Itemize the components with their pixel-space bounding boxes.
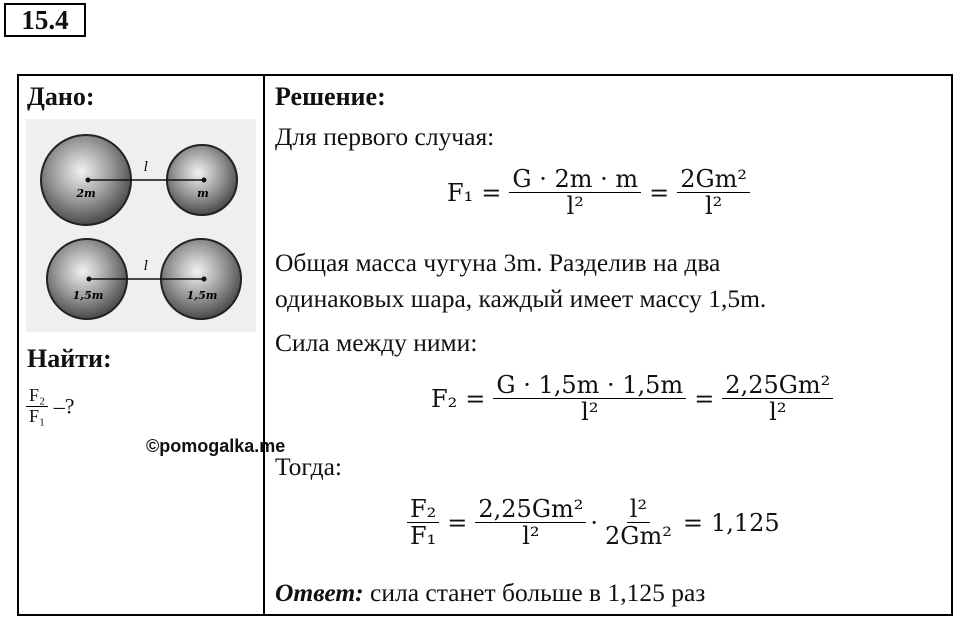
label-2m: 2m	[76, 187, 96, 200]
label-1-5m-right: 1,5m	[186, 289, 218, 302]
eq3-lhs-num: F₂	[407, 496, 439, 523]
find-expression	[26, 386, 75, 427]
find-suffix: –?	[53, 393, 75, 419]
distance-label-bottom: l	[143, 259, 149, 274]
eq2-lhs: F₂	[431, 384, 458, 413]
eq3-frac1-num: 2,25Gm²	[475, 496, 586, 523]
eq1-frac2-num: 2Gm²	[677, 166, 750, 193]
eq2-frac2-num: 2,25Gm²	[722, 372, 833, 399]
distance-label-top: l	[143, 160, 149, 175]
spheres-diagram	[26, 119, 256, 332]
given-label: Дано:	[27, 82, 95, 111]
eq1-frac1-num: G · 2m · m	[509, 166, 641, 193]
watermark: ©pomogalka.me	[146, 436, 286, 456]
equation-1: F₁ = $\frac{G \cdot 2m \cdot m}{\text{l²}}$ = $\frac{\text{2Gm²}}{\text{l²}}$	[447, 166, 750, 220]
eq2-frac1-den: l²	[581, 398, 599, 427]
text-line-2: одинаковых шара, каждый имеет массу 1,5m.	[275, 284, 767, 313]
eq1-frac1-den: l²	[566, 192, 584, 221]
eq3-lhs-den: F₁	[410, 522, 437, 551]
find-label: Найти:	[27, 344, 112, 373]
find-denominator: F₁	[29, 405, 46, 426]
answer-text: сила станет больше в 1,125 раз	[370, 578, 706, 607]
find-numerator: F₂	[26, 386, 48, 407]
solution-table	[17, 74, 953, 616]
spheres-figure	[26, 119, 256, 332]
eq2-frac1-num: G · 1,5m · 1,5m	[493, 372, 686, 399]
case1-intro: Для первого случая:	[275, 122, 495, 151]
eq1-frac2-den: l²	[705, 192, 723, 221]
eq3-frac2-den: 2Gm²	[605, 522, 672, 551]
label-1-5m-left: 1,5m	[72, 289, 104, 302]
problem-number: 15.4	[4, 3, 86, 37]
solution-label: Решение:	[275, 82, 386, 111]
answer-label: Ответ:	[275, 578, 364, 607]
force-intro: Сила между ними:	[275, 328, 478, 357]
eq1-lhs: F₁	[447, 178, 474, 207]
label-m: m	[197, 187, 209, 200]
eq3-frac1-den: l²	[522, 522, 540, 551]
equation-2: F₂ = $\frac{G \cdot 1,5m \cdot 1,5m}{\text{l²}}$ = $\frac{\text{2,25Gm²}}{\text{l²}}$	[431, 372, 833, 426]
equation-3: $\frac{\text{F₂}}{\text{F₁}}$ = $\frac{\text{2,25Gm²}}{\text{l²}}$ · $\frac{\text{l²}}{\text{2Gm²}}$ = 1,125	[407, 496, 780, 550]
eq3-frac2-num: l²	[627, 496, 650, 523]
eq2-frac2-den: l²	[769, 398, 787, 427]
then-label: Тогда:	[275, 452, 342, 481]
column-divider	[263, 76, 265, 614]
answer-line	[275, 578, 705, 608]
text-line-1: Общая масса чугуна 3m. Разделив на два	[275, 248, 721, 277]
eq3-result: 1,125	[710, 508, 780, 537]
